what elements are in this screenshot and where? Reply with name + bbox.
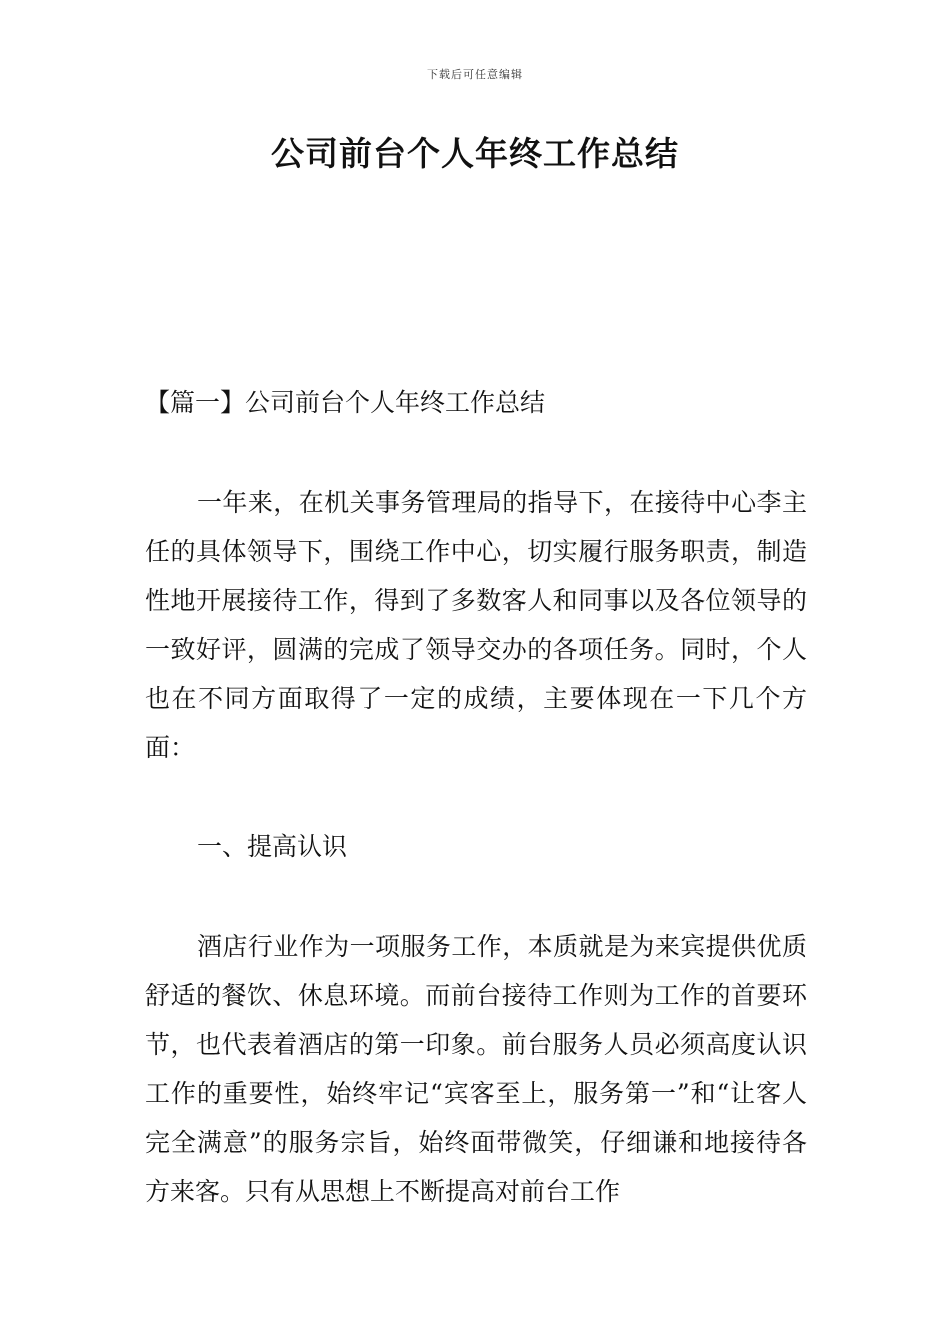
paragraph-intro: 一年来，在机关事务管理局的指导下，在接待中心李主任的具体领导下，围绕工作中心，切实履行服务职责，制造性地开展接待工作，得到了多数客人和同事以及各位领导的一致好评，圆满的完成了领导交办的各项任务。同时，个人也在不同方面取得了一定的成绩，主要体现在一下几个方面： (145, 488, 807, 762)
header-note: 下载后可任意编辑 (427, 68, 523, 81)
sub-heading-raise-awareness: 一、提高认识 (197, 832, 348, 861)
paragraph-raise-awareness: 酒店行业作为一项服务工作，本质就是为来宾提供优质舒适的餐饮、休息环境。而前台接待工作则为工作的首要环节，也代表着酒店的第一印象。前台服务人员必须高度认识工作的重要性，始终牢记“宾客至上，服务第一”和“让客人完全满意”的服务宗旨，始终面带微笑，仔细谦和地接待各方来客。只有从思想上不断提高对前台工作 (145, 932, 807, 1206)
document-title: 公司前台个人年终工作总结 (271, 134, 679, 173)
section-heading: 【篇一】公司前台个人年终工作总结 (145, 388, 546, 417)
